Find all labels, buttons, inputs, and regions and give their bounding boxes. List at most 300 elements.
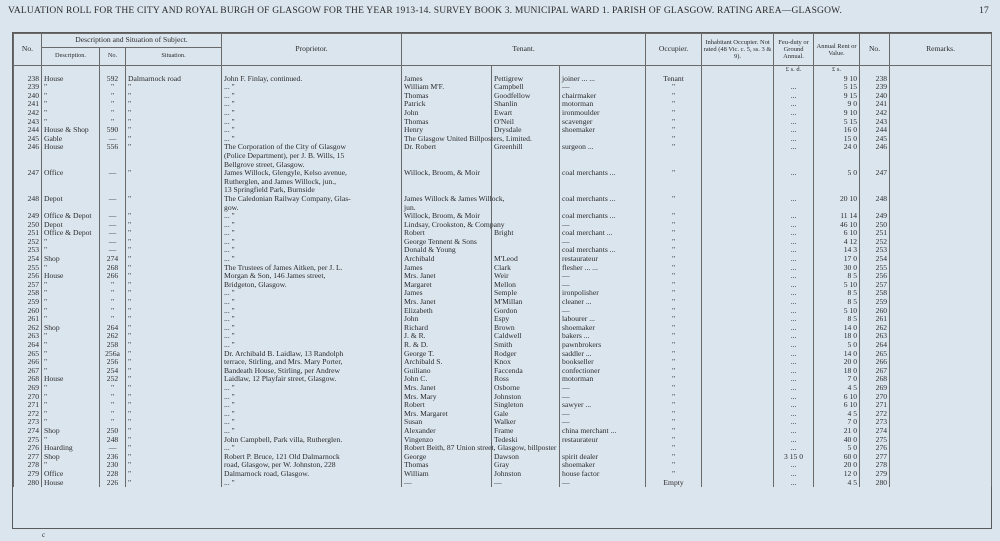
row-occupation: cleaner ... xyxy=(560,298,646,307)
row-occupation: shoemaker xyxy=(560,126,646,135)
row-number-right: 268 xyxy=(860,375,890,384)
row-tenant-first: The Glasgow United Billposters, Limited. xyxy=(402,135,492,144)
row-number-right: 251 xyxy=(860,229,890,238)
row-remarks xyxy=(890,315,992,324)
row-tenant-last: Campbell xyxy=(492,83,560,92)
row-street-number: 264 xyxy=(100,324,126,333)
row-number: 252 xyxy=(14,238,42,247)
row-remarks xyxy=(890,169,992,178)
row-number-right: 264 xyxy=(860,341,890,350)
row-street-number: — xyxy=(100,169,126,178)
row-proprietor: ... " xyxy=(222,332,402,341)
row-proprietor: Bellgrove street, Glasgow. xyxy=(222,161,402,170)
row-rent: 14 0 xyxy=(814,324,860,333)
row-situation: " xyxy=(126,100,222,109)
row-number: 271 xyxy=(14,401,42,410)
row-rent: 6 10 xyxy=(814,401,860,410)
row-situation: " xyxy=(126,410,222,419)
row-inhabitant xyxy=(702,358,774,367)
row-tenant-first: John xyxy=(402,109,492,118)
row-occupier: " xyxy=(646,461,702,470)
row-occupier: " xyxy=(646,375,702,384)
row-inhabitant xyxy=(702,324,774,333)
row-description: Shop xyxy=(42,453,100,462)
row-situation: " xyxy=(126,384,222,393)
row-street-number: 274 xyxy=(100,255,126,264)
row-street-number: " xyxy=(100,100,126,109)
row-feu: ... xyxy=(774,169,814,178)
row-description xyxy=(42,178,100,187)
row-number-right: 243 xyxy=(860,118,890,127)
row-feu: ... xyxy=(774,135,814,144)
row-number: 240 xyxy=(14,92,42,101)
col-description: Description. xyxy=(42,48,100,66)
row-number-right: 270 xyxy=(860,393,890,402)
row-description: Office xyxy=(42,470,100,479)
row-situation: " xyxy=(126,479,222,488)
row-number-right: 261 xyxy=(860,315,890,324)
row-remarks xyxy=(890,126,992,135)
row-description: Shop xyxy=(42,255,100,264)
row-number-right: 267 xyxy=(860,367,890,376)
row-situation: " xyxy=(126,427,222,436)
row-description: Office & Depot xyxy=(42,229,100,238)
row-number: 245 xyxy=(14,135,42,144)
row-description: " xyxy=(42,83,100,92)
row-tenant-first: Willock, Broom, & Moir xyxy=(402,169,492,178)
row-number-right: 255 xyxy=(860,264,890,273)
row-street-number: — xyxy=(100,212,126,221)
row-situation: " xyxy=(126,109,222,118)
row-remarks xyxy=(890,272,992,281)
row-tenant-first xyxy=(402,178,492,187)
row-situation: " xyxy=(126,289,222,298)
row-description: " xyxy=(42,341,100,350)
row-number-right: 260 xyxy=(860,307,890,316)
row-feu: ... xyxy=(774,350,814,359)
row-tenant-first: jun. xyxy=(402,204,492,213)
row-remarks xyxy=(890,384,992,393)
row-description xyxy=(42,152,100,161)
row-occupation: motorman xyxy=(560,100,646,109)
row-occupier: " xyxy=(646,367,702,376)
row-feu: ... xyxy=(774,126,814,135)
row-tenant-first: Henry xyxy=(402,126,492,135)
row-tenant-first: George T. xyxy=(402,350,492,359)
row-occupier: " xyxy=(646,453,702,462)
row-tenant-last: Pettigrew xyxy=(492,75,560,84)
row-tenant-last: Greenhill xyxy=(492,143,560,152)
row-feu: ... xyxy=(774,444,814,453)
col-proprietor: Proprietor. xyxy=(222,34,402,66)
row-occupation: spirit dealer xyxy=(560,453,646,462)
row-situation: " xyxy=(126,298,222,307)
row-number: 269 xyxy=(14,384,42,393)
row-occupier: " xyxy=(646,307,702,316)
row-number: 238 xyxy=(14,75,42,84)
row-tenant-first: Archibald xyxy=(402,255,492,264)
row-tenant-first: James xyxy=(402,75,492,84)
row-number-right: 277 xyxy=(860,453,890,462)
row-rent: 9 10 xyxy=(814,109,860,118)
row-feu: ... xyxy=(774,401,814,410)
row-rent: 12 0 xyxy=(814,470,860,479)
row-tenant-first: Thomas xyxy=(402,92,492,101)
row-description: House xyxy=(42,272,100,281)
row-occupation: chairmaker xyxy=(560,92,646,101)
row-remarks xyxy=(890,178,992,187)
row-proprietor: Bandeath House, Stirling, per Andrew xyxy=(222,367,402,376)
row-inhabitant xyxy=(702,255,774,264)
row-occupation: — xyxy=(560,479,646,488)
row-number: 255 xyxy=(14,264,42,273)
row-tenant-first: J. & R. xyxy=(402,332,492,341)
row-number: 280 xyxy=(14,479,42,488)
row-occupation: pawnbrokers xyxy=(560,341,646,350)
row-feu: ... xyxy=(774,375,814,384)
row-rent: 21 0 xyxy=(814,427,860,436)
row-description: Office & Depot xyxy=(42,212,100,221)
row-occupation: bookseller xyxy=(560,358,646,367)
row-tenant-last: Mellon xyxy=(492,281,560,290)
row-remarks xyxy=(890,307,992,316)
row-number: 253 xyxy=(14,246,42,255)
row-rent: 8 5 xyxy=(814,298,860,307)
row-proprietor: ... " xyxy=(222,83,402,92)
row-street-number: — xyxy=(100,246,126,255)
row-rent: 5 10 xyxy=(814,307,860,316)
row-inhabitant xyxy=(702,384,774,393)
valuation-table-frame xyxy=(12,32,992,529)
row-tenant-last: O'Neil xyxy=(492,118,560,127)
row-proprietor: ... " xyxy=(222,126,402,135)
row-proprietor: ... " xyxy=(222,118,402,127)
row-rent: 6 10 xyxy=(814,393,860,402)
row-remarks xyxy=(890,75,992,84)
row-number-right xyxy=(860,178,890,187)
row-remarks xyxy=(890,289,992,298)
row-description: House & Shop xyxy=(42,126,100,135)
row-number-right: 257 xyxy=(860,281,890,290)
row-situation: " xyxy=(126,135,222,144)
row-rent: 7 0 xyxy=(814,418,860,427)
row-proprietor: ... " xyxy=(222,298,402,307)
row-tenant-last: M'Millan xyxy=(492,298,560,307)
row-situation: " xyxy=(126,169,222,178)
row-remarks xyxy=(890,109,992,118)
col-number: No. xyxy=(100,48,126,66)
row-occupier: " xyxy=(646,470,702,479)
row-proprietor: John F. Finlay, continued. xyxy=(222,75,402,84)
row-description: Hoarding xyxy=(42,444,100,453)
row-description: " xyxy=(42,436,100,445)
table-row xyxy=(14,169,992,178)
row-proprietor: Morgan & Son, 146 James street, xyxy=(222,272,402,281)
col-no-right: No. xyxy=(860,34,890,66)
row-number: 243 xyxy=(14,118,42,127)
row-tenant-last: Frame xyxy=(492,427,560,436)
row-street-number: " xyxy=(100,298,126,307)
row-inhabitant xyxy=(702,341,774,350)
row-feu: ... xyxy=(774,281,814,290)
row-occupier: " xyxy=(646,126,702,135)
row-occupation: — xyxy=(560,272,646,281)
row-tenant-first: Robert xyxy=(402,401,492,410)
row-inhabitant xyxy=(702,118,774,127)
row-occupation: ironmoulder xyxy=(560,109,646,118)
col-feu: Feu-duty or Ground Annual. xyxy=(774,34,814,66)
row-situation: " xyxy=(126,83,222,92)
row-number-right: 269 xyxy=(860,384,890,393)
row-remarks xyxy=(890,298,992,307)
row-rent: 20 0 xyxy=(814,461,860,470)
row-remarks xyxy=(890,100,992,109)
row-occupier: " xyxy=(646,393,702,402)
row-inhabitant xyxy=(702,289,774,298)
row-inhabitant xyxy=(702,143,774,152)
row-tenant-first: Lindsay, Crookston, & Company xyxy=(402,221,492,230)
footer-mark: c xyxy=(42,531,46,539)
row-proprietor: terrace, Stirling, and Mrs. Mary Porter, xyxy=(222,358,402,367)
row-inhabitant xyxy=(702,238,774,247)
row-number: 277 xyxy=(14,453,42,462)
row-proprietor: ... " xyxy=(222,341,402,350)
row-situation: " xyxy=(126,255,222,264)
row-feu: ... xyxy=(774,427,814,436)
row-proprietor: ... " xyxy=(222,384,402,393)
row-description: " xyxy=(42,92,100,101)
row-inhabitant xyxy=(702,418,774,427)
row-situation: " xyxy=(126,461,222,470)
row-proprietor: James Willock, Glengyle, Kelso avenue, xyxy=(222,169,402,178)
row-number: 266 xyxy=(14,358,42,367)
row-feu: ... xyxy=(774,264,814,273)
row-rent: 30 0 xyxy=(814,264,860,273)
row-feu: ... xyxy=(774,272,814,281)
row-street-number: " xyxy=(100,307,126,316)
row-feu: ... xyxy=(774,367,814,376)
row-tenant-first: Dr. Robert xyxy=(402,143,492,152)
row-number-right: 263 xyxy=(860,332,890,341)
row-tenant-first: Susan xyxy=(402,418,492,427)
row-proprietor: ... " xyxy=(222,307,402,316)
row-remarks xyxy=(890,212,992,221)
row-occupation: restaurateur xyxy=(560,255,646,264)
row-remarks xyxy=(890,332,992,341)
row-occupation: flesher ... ... xyxy=(560,264,646,273)
row-occupier: " xyxy=(646,100,702,109)
row-situation: " xyxy=(126,367,222,376)
row-tenant-first: Willock, Broom, & Moir xyxy=(402,212,492,221)
row-tenant-first: Thomas xyxy=(402,118,492,127)
row-rent: 9 15 xyxy=(814,92,860,101)
row-number-right: 262 xyxy=(860,324,890,333)
row-description: " xyxy=(42,461,100,470)
row-tenant-first: R. & D. xyxy=(402,341,492,350)
row-feu: ... xyxy=(774,298,814,307)
row-occupation: — xyxy=(560,281,646,290)
row-description: " xyxy=(42,367,100,376)
row-inhabitant xyxy=(702,161,774,170)
row-number-right: 272 xyxy=(860,410,890,419)
row-number: 272 xyxy=(14,410,42,419)
row-occupier: " xyxy=(646,444,702,453)
row-description: House xyxy=(42,75,100,84)
row-occupation: coal merchants ... xyxy=(560,195,646,204)
row-occupation: motorman xyxy=(560,375,646,384)
row-occupier xyxy=(646,152,702,161)
row-inhabitant xyxy=(702,135,774,144)
table-row xyxy=(14,470,992,479)
col-tenant: Tenant. xyxy=(402,34,646,66)
row-description: " xyxy=(42,384,100,393)
row-situation: " xyxy=(126,238,222,247)
row-tenant-first: Mrs. Mary xyxy=(402,393,492,402)
row-street-number: " xyxy=(100,393,126,402)
row-proprietor: ... " xyxy=(222,238,402,247)
row-number xyxy=(14,152,42,161)
row-rent: 5 0 xyxy=(814,169,860,178)
row-occupation: coal merchant ... xyxy=(560,229,646,238)
row-number-right: 276 xyxy=(860,444,890,453)
row-rent: 4 12 xyxy=(814,238,860,247)
row-remarks xyxy=(890,461,992,470)
row-feu: ... xyxy=(774,384,814,393)
row-description: House xyxy=(42,143,100,152)
row-occupier: " xyxy=(646,169,702,178)
row-proprietor: ... " xyxy=(222,401,402,410)
row-occupation: confectioner xyxy=(560,367,646,376)
row-occupation: — xyxy=(560,418,646,427)
col-situation: Situation. xyxy=(126,48,222,66)
row-tenant-last: Weir xyxy=(492,272,560,281)
row-feu: ... xyxy=(774,341,814,350)
row-occupation: — xyxy=(560,307,646,316)
row-tenant-first: Elizabeth xyxy=(402,307,492,316)
row-number-right: 253 xyxy=(860,246,890,255)
row-occupier: " xyxy=(646,246,702,255)
row-street-number: " xyxy=(100,92,126,101)
row-number: 273 xyxy=(14,418,42,427)
row-street-number: " xyxy=(100,315,126,324)
row-occupation: bakers ... xyxy=(560,332,646,341)
row-description: " xyxy=(42,118,100,127)
row-description: " xyxy=(42,109,100,118)
row-number: 276 xyxy=(14,444,42,453)
row-proprietor: gow. xyxy=(222,204,402,213)
row-occupier: " xyxy=(646,315,702,324)
row-situation: " xyxy=(126,221,222,230)
col-no: No. xyxy=(14,34,42,66)
row-proprietor: ... " xyxy=(222,427,402,436)
row-tenant-last: Rodger xyxy=(492,350,560,359)
row-number: 263 xyxy=(14,332,42,341)
row-description: Depot xyxy=(42,221,100,230)
row-occupation xyxy=(560,152,646,161)
row-number-right: 246 xyxy=(860,143,890,152)
row-proprietor: Bridgeton, Glasgow. xyxy=(222,281,402,290)
row-rent: 60 0 xyxy=(814,453,860,462)
row-occupier: " xyxy=(646,358,702,367)
row-tenant-last: Johnston xyxy=(492,470,560,479)
row-inhabitant xyxy=(702,178,774,187)
table-body xyxy=(14,66,992,488)
row-rent: 8 5 xyxy=(814,315,860,324)
row-number: 248 xyxy=(14,195,42,204)
row-occupier: " xyxy=(646,143,702,152)
row-street-number: 268 xyxy=(100,264,126,273)
row-tenant-last: Goodfellow xyxy=(492,92,560,101)
row-street-number: 590 xyxy=(100,126,126,135)
row-occupation: restaurateur xyxy=(560,436,646,445)
row-tenant-last: Shanlin xyxy=(492,100,560,109)
row-description: House xyxy=(42,375,100,384)
row-remarks xyxy=(890,135,992,144)
row-number-right: 248 xyxy=(860,195,890,204)
row-situation: " xyxy=(126,92,222,101)
row-tenant-last: Ewart xyxy=(492,109,560,118)
row-tenant-last: M'Leod xyxy=(492,255,560,264)
row-inhabitant xyxy=(702,109,774,118)
row-feu xyxy=(774,152,814,161)
row-inhabitant xyxy=(702,401,774,410)
row-number: 242 xyxy=(14,109,42,118)
row-street-number: " xyxy=(100,410,126,419)
row-rent xyxy=(814,178,860,187)
row-street-number: " xyxy=(100,83,126,92)
col-rent: Annual Rent or Value. xyxy=(814,34,860,66)
row-proprietor: ... " xyxy=(222,410,402,419)
row-remarks xyxy=(890,204,992,213)
row-remarks xyxy=(890,281,992,290)
row-number: 270 xyxy=(14,393,42,402)
row-tenant-last xyxy=(492,169,560,178)
row-number-right: 244 xyxy=(860,126,890,135)
table-row xyxy=(14,178,992,187)
row-occupation: coal merchants ... xyxy=(560,212,646,221)
row-number: 244 xyxy=(14,126,42,135)
row-occupier: " xyxy=(646,281,702,290)
row-description: " xyxy=(42,393,100,402)
row-number-right: 247 xyxy=(860,169,890,178)
row-inhabitant xyxy=(702,281,774,290)
row-occupation: shoemaker xyxy=(560,461,646,470)
row-occupation: — xyxy=(560,238,646,247)
row-proprietor: Robert P. Bruce, 121 Old Dalmarnock xyxy=(222,453,402,462)
row-street-number: 228 xyxy=(100,470,126,479)
row-inhabitant xyxy=(702,264,774,273)
row-street-number: " xyxy=(100,281,126,290)
row-street-number: 256a xyxy=(100,350,126,359)
row-proprietor: ... " xyxy=(222,221,402,230)
row-tenant-first: Guiliano xyxy=(402,367,492,376)
row-remarks xyxy=(890,118,992,127)
row-remarks xyxy=(890,152,992,161)
row-feu: ... xyxy=(774,332,814,341)
row-rent: 15 0 xyxy=(814,135,860,144)
row-tenant-first xyxy=(402,152,492,161)
row-number-right: 266 xyxy=(860,358,890,367)
row-street-number: 250 xyxy=(100,427,126,436)
row-feu: 3 15 0 xyxy=(774,453,814,462)
row-situation: " xyxy=(126,315,222,324)
row-inhabitant xyxy=(702,410,774,419)
row-tenant-first: John C. xyxy=(402,375,492,384)
row-number: 246 xyxy=(14,143,42,152)
row-tenant-last: Gale xyxy=(492,410,560,419)
row-number-right: 239 xyxy=(860,83,890,92)
row-remarks xyxy=(890,255,992,264)
